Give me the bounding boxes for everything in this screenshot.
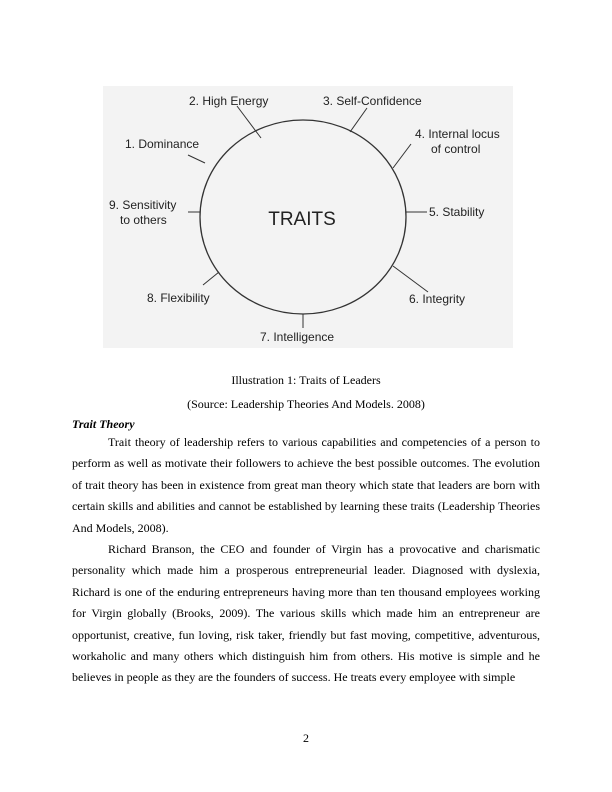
trait-label-high-energy: 2. High Energy <box>189 94 269 108</box>
connector-flexibility <box>203 272 219 285</box>
connector-dominance <box>188 155 205 163</box>
trait-label-dominance: 1. Dominance <box>125 137 200 151</box>
paragraph-trait-theory: Trait theory of leadership refers to various capabilities and competencies of a person to perform as well as motivate their followers to achieve the best possible outcomes. The evolution of trait theory has been in existence from great man theory which state that leaders are born with certain skills and abilities and cannot be established by learning these traits (Leadership Theories And Models, 2008). <box>72 435 540 535</box>
trait-label-sensitivity: 9. Sensitivity <box>109 198 177 212</box>
traits-diagram-svg <box>103 86 513 348</box>
connector-locus <box>393 144 411 168</box>
connector-self-confidence <box>350 108 367 132</box>
center-label: TRAITS <box>268 209 336 230</box>
trait-label-stability: 5. Stability <box>429 205 485 219</box>
figure-source: (Source: Leadership Theories And Models. 2008) <box>187 397 425 411</box>
trait-label-locus-line2: of control <box>431 142 481 156</box>
trait-label-locus: 4. Internal locus <box>415 127 500 141</box>
connector-high-energy <box>237 106 261 138</box>
paragraph-branson: Richard Branson, the CEO and founder of Virgin has a provocative and charismatic personality which made him a prosperous entrepreneurial leader. Diagnosed with dyslexia, Richard is one of the enduring entrepreneurs having more than ten thousand employees working for Virgin globally (Brooks, 2009). The various skills which made him an entrepreneur are opportunist, creative, fun loving, risk taker, friendly but fast moving, competitive, adventurous, workaholic and many others which distinguish him from others. His motive is simple and he believes in people as they are the founders of success. He treats every employee with simple <box>72 542 540 685</box>
traits-diagram <box>103 86 513 348</box>
trait-label-sensitivity-line2: to others <box>120 213 167 227</box>
page-number: 2 <box>303 731 309 745</box>
figure-caption: Illustration 1: Traits of Leaders <box>231 373 381 387</box>
connector-integrity <box>393 266 428 292</box>
trait-label-intelligence: 7. Intelligence <box>260 330 335 344</box>
trait-label-flexibility: 8. Flexibility <box>147 291 210 305</box>
trait-label-self-confidence: 3. Self-Confidence <box>323 94 422 108</box>
section-heading: Trait Theory <box>72 417 135 431</box>
trait-label-integrity: 6. Integrity <box>409 292 466 306</box>
